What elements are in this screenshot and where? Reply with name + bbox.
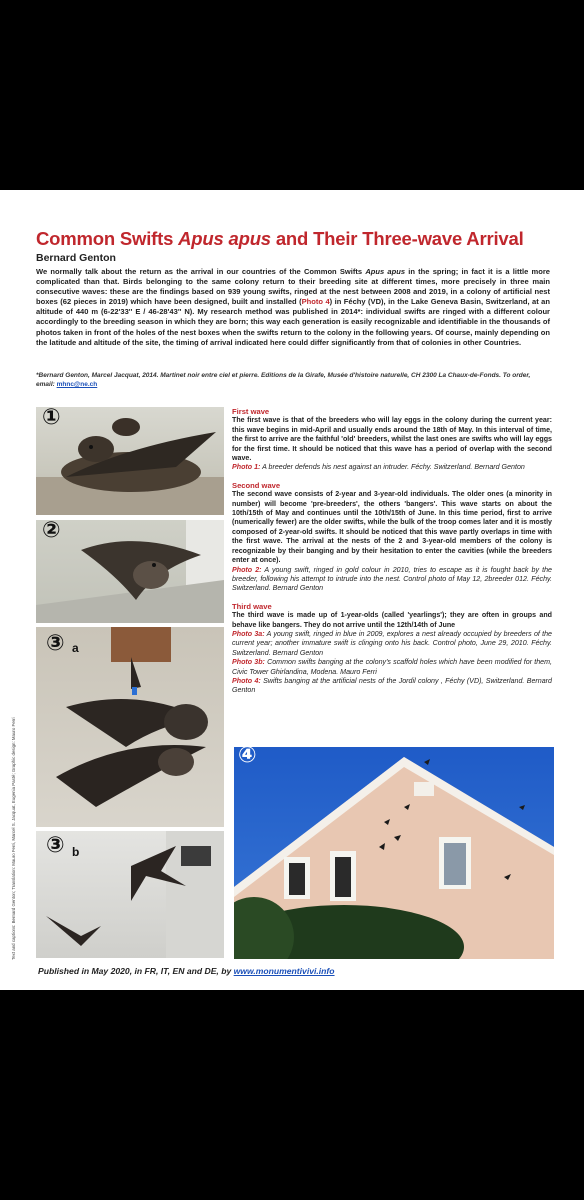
photo-2 [36, 520, 224, 623]
side-credit: Text and captions: Bernard Genton; Translation: Mauro Ferri, Marcel S. Jacquat, Eugenia Pastè; Graphic design: Mauro Ferri [11, 717, 16, 960]
title-text-end: and Their Three-wave Arrival [270, 228, 524, 249]
photo-2-label: ② [42, 520, 61, 543]
photo-4-caption: Photo 4: Swifts banging at the artificial nests of the Jordil colony , Féchy (VD), Switzerland. Bernard Genton [232, 676, 552, 695]
document-page [0, 190, 584, 990]
title-species: Apus apus [178, 228, 271, 249]
email-link[interactable]: mhnc@ne.ch [56, 380, 98, 388]
author-name: Bernard Genton [36, 252, 116, 264]
photo-1-caption: Photo 1: A breeder defends his nest against an intruder. Féchy. Switzerland. Bernard Genton [232, 463, 525, 472]
article-title [36, 228, 524, 250]
photo-4-label: ④ [238, 747, 257, 768]
photo-3a-label: ③ [46, 631, 65, 656]
waves-column [232, 407, 552, 696]
photo-3a [36, 627, 224, 827]
photo-3b [36, 831, 224, 958]
footer-publication: Published in May 2020, in FR, IT, EN and DE, by www.monumentivivi.info [38, 966, 335, 976]
wave-1-heading: First wave [232, 407, 270, 416]
photo-3a-caption: Photo 3a: A young swift, ringed in blue in 2009, explores a nest already occupied by breeders of the current year; another immature swift is clinging onto his back. Control photo, June 29, 2010. Féchy. Switzerland. Bernard Genton [232, 629, 552, 657]
photo-1-label: ① [42, 407, 61, 430]
photo-3b-label: ③ [46, 833, 65, 858]
photo-4 [234, 747, 554, 959]
photo-1 [36, 407, 224, 515]
photo-3b-sublabel: b [72, 845, 80, 859]
wave-3-heading: Third wave [232, 601, 272, 611]
photo-ref: Photo 4 [301, 297, 330, 307]
reference-note: *Bernard Genton, Marcel Jacquat, 2014. Martinet noir entre ciel et pierre. Editions de la Girafe, Musée d'histoire naturelle, CH 2300 La Chaux-de-Fonds. To order, email: mhnc@ne.ch [36, 372, 531, 388]
wave-2-body: The second wave consists of 2-year and 3-year-old individuals. The older ones (a minority in number) will become 'pre-breeders', the others 'bangers'. This wave starts on about the 10th/15th of May and continues until the 10th/15th of June. In this time period, first to arrive (numerically fewer) are the older swifts, while the bulk of the troop comes later and it is mostly composed of 2-year-old swifts. It should be noticed that this wave partly overlaps in time with the first wave. The arrival at the nests of the 2 and 3-year-old members of the colony is recognizable by their banging and by their hesitation to enter the cavities (while the breeders enter at once). [232, 490, 552, 565]
wave-1-body: The first wave is that of the breeders who will lay eggs in the colony during the current year: this wave begins in mid-April and usually ends around the 18th of May. In this interval of time, the first to arrive are the faithful 'old' breeders, whilst the last ones are swifts who will lay eggs for the first time. It should be noticed that this wave has a period of overlap with the second wave. [232, 416, 552, 463]
photo-3b-caption: Photo 3b: Common swifts banging at the colony's scaffold holes which have been modified for them, Civic Tower Ghirlandina, Modena. Mauro Ferri [232, 658, 552, 676]
wave-2-heading: Second wave [232, 480, 281, 490]
photo-2-caption: Photo 2: A young swift, ringed in gold colour in 2010, tries to escape as it is fought back by the breeder, following his attempt to intrude into the nest. Control photo of May 12, 2breeder 012. Féchy. Switzerland. Bernard Genton [232, 565, 552, 593]
photo-3a-sublabel: a [72, 641, 79, 655]
intro-paragraph: We normally talk about the return as the arrival in our countries of the Common Swifts Apus apus in the spring; in fact it is a little more complicated than that. Birds belonging to the same colony return to their breeding site at different times, more precisely in three main consecutive waves: these are the findings based on 939 young swifts, ringed at the nest between 2008 and 2019, in a colony of artificial nest boxes (62 pieces in 2019) which have been designed, built and installed (Photo 4) in Féchy (VD), in the Lake Geneva Basin, Switzerland, at an altitude of 440 m (6-22'33'' E / 46-28'43'' N). My research method was published in 2014*: individual swifts are ringed with a different colour accordingly to the breeding season in which they are born; this way each generation is easily recognizable and identifiable in the thousands of photos taken in front of the holes of the nest boxes when the swifts return to the colony in the following years. Of course, mainly depending on the latitude and altitude of the site, the timing of arrival indicated here could differ significantly from that of colonies in other Countries. [36, 267, 550, 347]
wave-3-body: The third wave is made up of 1-year-olds (called 'yearlings'); they are often in groups and behave like bangers. They do not arrive until the 12th/14th of June [232, 611, 552, 629]
website-link[interactable]: www.monumentivivi.info [233, 966, 335, 976]
title-text: Common Swifts [36, 228, 179, 249]
